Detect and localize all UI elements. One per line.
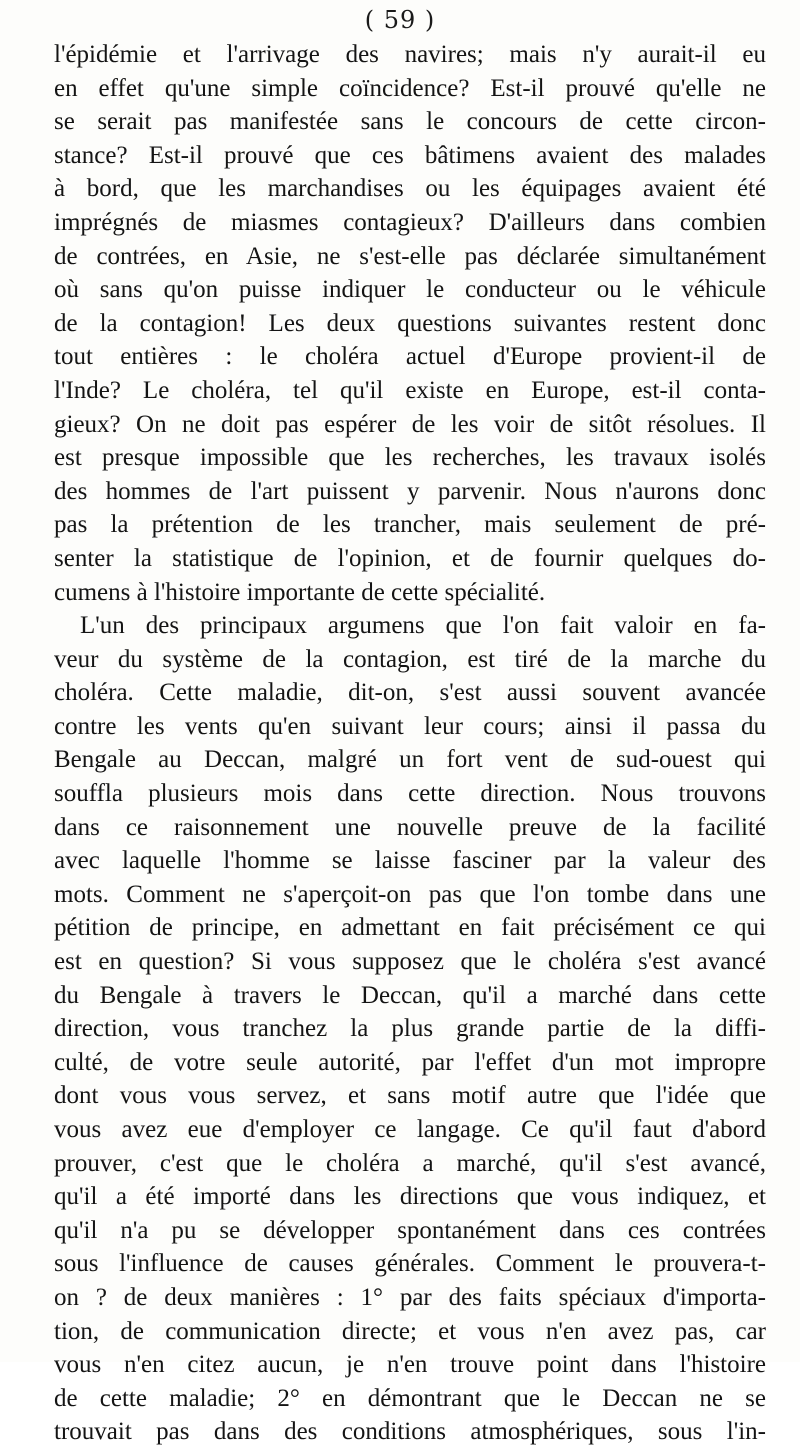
text-line: veur du système de la contagion, est tiré de la marche du	[54, 645, 766, 673]
text-line: senter la statistique de l'opinion, et de fournir quelques do-	[54, 544, 766, 572]
text-line: de cette maladie; 2° en démontrant que le Deccan ne se	[54, 1384, 766, 1412]
text-line: l'Inde? Le choléra, tel qu'il existe en Europe, est-il conta-	[54, 376, 766, 404]
page-number: ( 59 )	[364, 6, 436, 34]
text-line: avec laquelle l'homme se laisse fasciner par la valeur des	[54, 847, 766, 875]
text-line: du Bengale à travers le Deccan, qu'il a marché dans cette	[54, 981, 766, 1009]
text-line: on ? de deux manières : 1° par des faits spéciaux d'importa-	[54, 1283, 766, 1311]
text-line: à bord, que les marchandises ou les équipages avaient été	[54, 175, 766, 203]
text-line: trouvait pas dans des conditions atmosphériques, sous l'in-	[54, 1418, 766, 1446]
text-line: en effet qu'une simple coïncidence? Est-il prouvé qu'elle ne	[54, 74, 766, 102]
text-line: de la contagion! Les deux questions suivantes restent donc	[54, 309, 766, 337]
text-line: souffla plusieurs mois dans cette direction. Nous trouvons	[54, 780, 766, 808]
text-line-paragraph-end: cumens à l'histoire importante de cette spécialité.	[54, 578, 546, 606]
text-line: qu'il a été importé dans les directions que vous indiquez, et	[54, 1183, 766, 1211]
text-line: vous n'en citez aucun, je n'en trouve point dans l'histoire	[54, 1351, 766, 1379]
text-line: se serait pas manifestée sans le concours de cette circon-	[54, 108, 766, 136]
text-line: de contrées, en Asie, ne s'est-elle pas déclarée simultanément	[54, 242, 766, 270]
text-line: imprégnés de miasmes contagieux? D'ailleurs dans combien	[54, 208, 766, 236]
text-line: dont vous vous servez, et sans motif autre que l'idée que	[54, 1082, 766, 1110]
text-line: qu'il n'a pu se développer spontanément dans ces contrées	[54, 1216, 766, 1244]
text-line: gieux? On ne doit pas espérer de les voir de sitôt résolues. Il	[54, 410, 766, 438]
text-line: stance? Est-il prouvé que ces bâtimens avaient des malades	[54, 141, 766, 169]
text-line: Bengale au Deccan, malgré un fort vent de sud-ouest qui	[54, 746, 766, 774]
text-line: est presque impossible que les recherches, les travaux isolés	[54, 444, 766, 472]
text-line: culté, de votre seule autorité, par l'effet d'un mot impropre	[54, 1048, 766, 1076]
text-line: direction, vous tranchez la plus grande partie de la diffi-	[54, 1015, 766, 1043]
text-line: vous avez eue d'employer ce langage. Ce qu'il faut d'abord	[54, 1116, 766, 1143]
text-line: tout entières : le choléra actuel d'Europe provient-il de	[54, 343, 766, 371]
text-line: où sans qu'on puisse indiquer le conducteur ou le véhicule	[54, 276, 766, 304]
text-line: choléra. Cette maladie, dit-on, s'est aussi souvent avancée	[54, 679, 766, 707]
text-line: dans ce raisonnement une nouvelle preuve de la facilité	[54, 813, 766, 841]
text-line: prouver, c'est que le choléra a marché, qu'il s'est avancé,	[54, 1149, 766, 1177]
text-line: des hommes de l'art puissent y parvenir. Nous n'aurons donc	[54, 477, 766, 505]
text-line: sous l'influence de causes générales. Comment le prouvera-t-	[54, 1250, 766, 1278]
text-line: l'épidémie et l'arrivage des navires; mais n'y aurait-il eu	[54, 41, 766, 68]
text-line: tion, de communication directe; et vous n'en avez pas, car	[54, 1317, 766, 1345]
text-line: est en question? Si vous supposez que le choléra s'est avancé	[54, 948, 766, 976]
body-text	[54, 38, 766, 1449]
text-line: pétition de principe, en admettant en fait précisément ce qui	[54, 914, 766, 942]
text-line-paragraph-start: L'un des principaux argumens que l'on fait valoir en fa-	[80, 612, 766, 640]
text-line: mots. Comment ne s'aperçoit-on pas que l'on tombe dans une	[54, 880, 766, 908]
text-line: pas la prétention de les trancher, mais seulement de pré-	[54, 511, 766, 539]
text-line: contre les vents qu'en suivant leur cours; ainsi il passa du	[54, 712, 766, 740]
